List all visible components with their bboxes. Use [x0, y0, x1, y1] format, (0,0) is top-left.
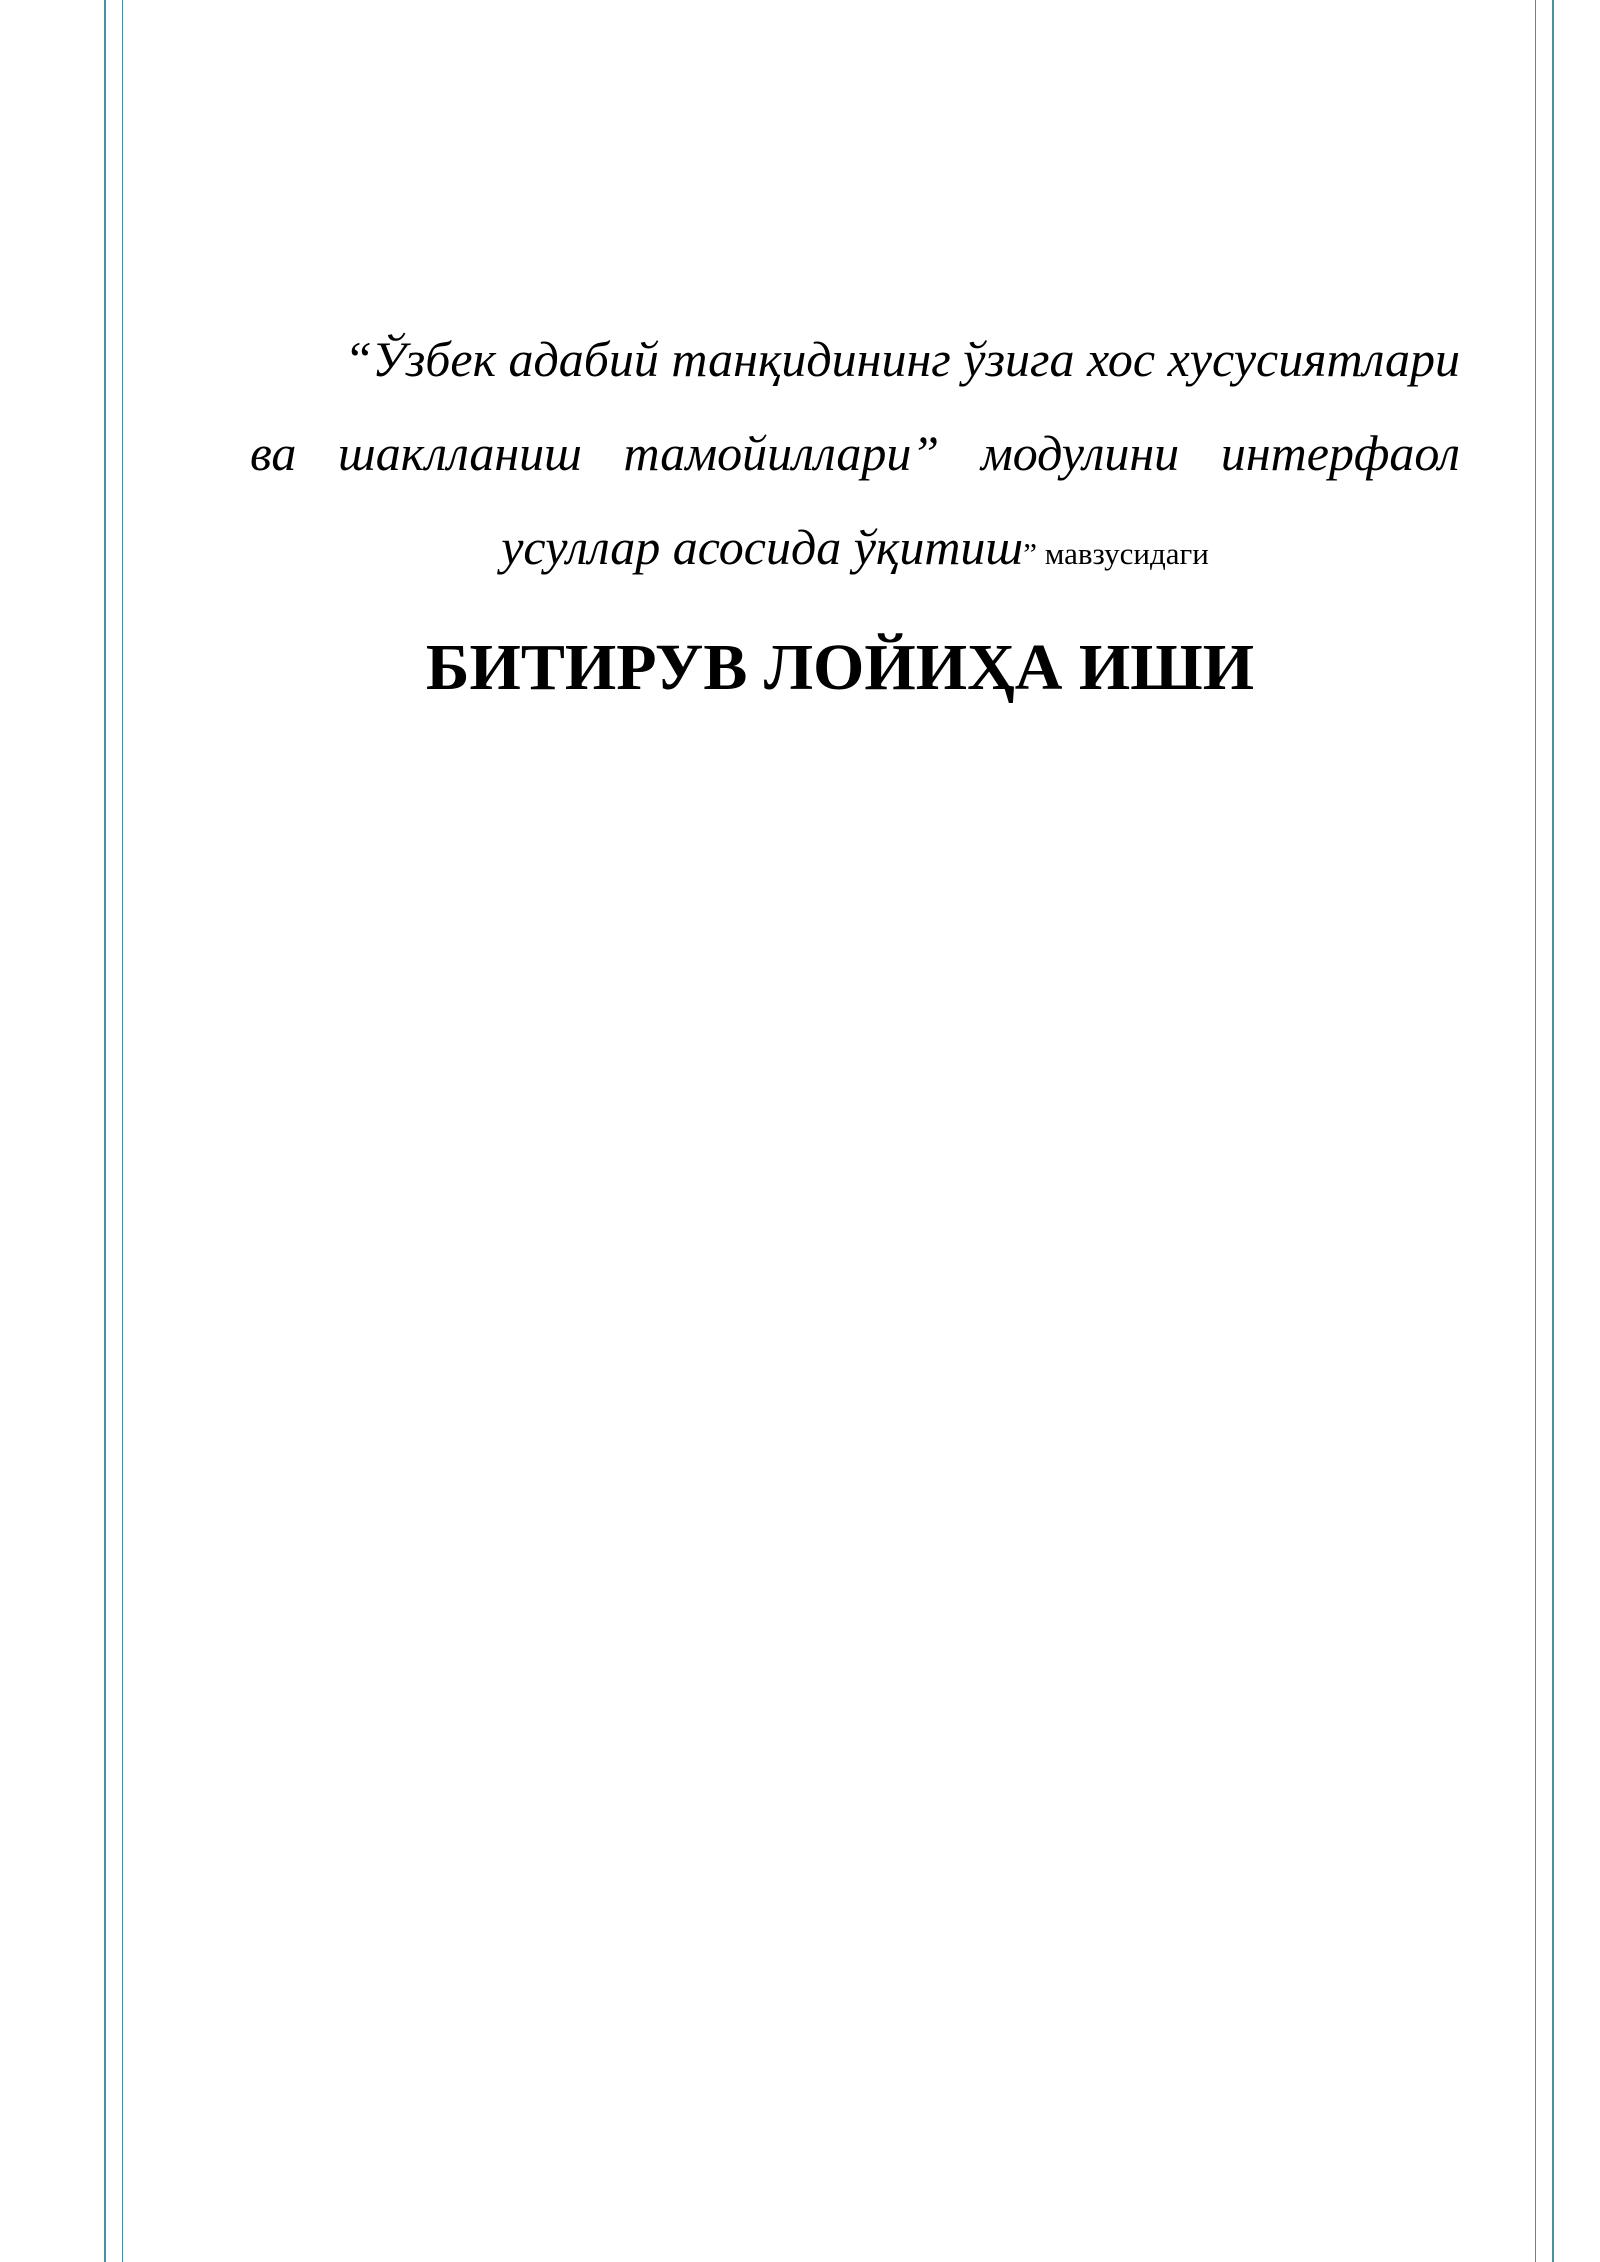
page-border-right-outer [1552, 0, 1554, 2262]
page-border-left-inner [122, 0, 123, 2262]
topic-line-1: “Ўзбек адабий танқидининг ўзига хос хусусиятлари [344, 331, 1460, 387]
page-border-right-inner [1535, 0, 1536, 2262]
topic-line-3-text: усуллар асосида ўқитиш [501, 519, 1024, 575]
topic-line-3-suffix: ” мавзусидаги [1023, 536, 1209, 571]
topic-line-2: ва шаклланиш тамойиллари” модулини интерфаол [250, 425, 1460, 481]
project-topic [250, 312, 1460, 601]
topic-line-3 [250, 500, 1460, 601]
page-border-left-outer [104, 0, 106, 2262]
document-title: БИТИРУВ ЛОЙИҲА ИШИ [425, 631, 1255, 704]
